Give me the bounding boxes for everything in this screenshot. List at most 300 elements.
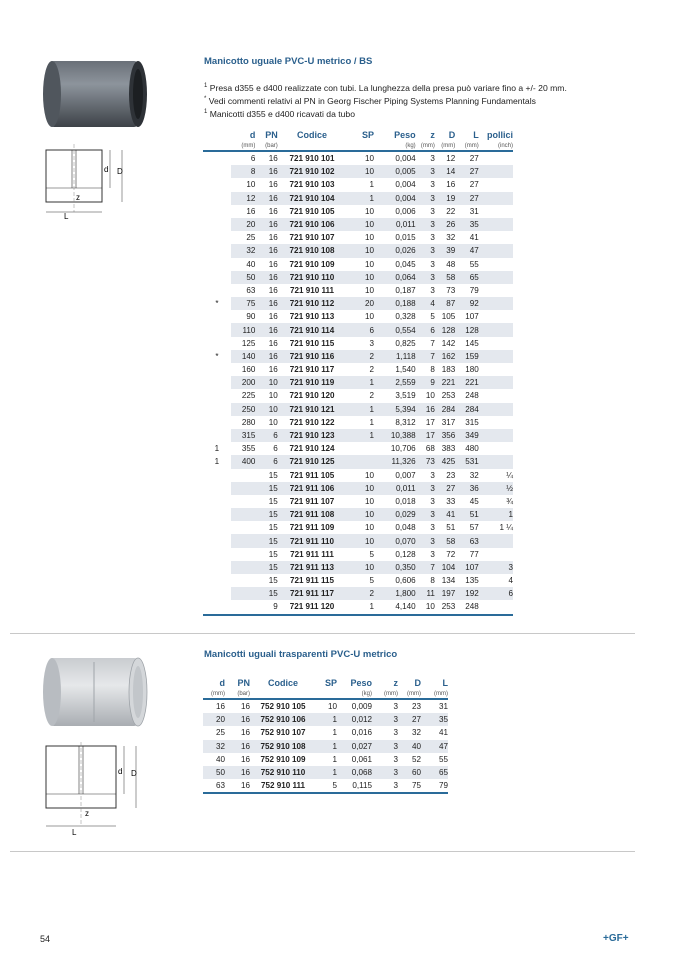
cell-note	[203, 534, 231, 547]
cell-sp	[346, 455, 374, 468]
cell-pn: 16	[240, 728, 250, 738]
col-header-pollici: pollici	[486, 130, 513, 140]
table-row	[203, 350, 513, 363]
cell-D: 16	[446, 180, 456, 190]
spec-table-pvc-metric	[203, 129, 513, 616]
unit-L: (mm)	[455, 141, 479, 151]
section-divider	[10, 633, 635, 634]
cell-peso: 0,068	[337, 766, 372, 779]
cell-z: 3	[416, 271, 435, 284]
cell-d: 10	[246, 180, 256, 190]
cell-D: 221	[435, 376, 455, 389]
col-header-codice: Codice	[267, 678, 298, 688]
cell-code: 721 910 125	[278, 455, 346, 468]
cell-sp: 1	[346, 192, 374, 205]
cell-sp: 10	[364, 259, 374, 269]
col-header-L: L	[473, 130, 479, 140]
cell-code: 752 910 106	[250, 713, 316, 726]
cell-D: 253	[435, 600, 455, 614]
cell-z: 3	[430, 496, 435, 506]
col-header-codice: Codice	[296, 130, 327, 140]
cell-z: 3	[372, 766, 398, 779]
cell-z: 3	[430, 233, 435, 243]
cell-L: 192	[455, 587, 479, 600]
cell-d: 25	[215, 728, 225, 738]
cell-L: 159	[455, 350, 479, 363]
cell-L: 221	[455, 376, 479, 389]
table-row	[203, 363, 513, 376]
col-header-z: z	[393, 678, 398, 688]
cell-peso: 0,048	[395, 523, 416, 533]
cell-D: 105	[441, 312, 456, 322]
col-header-z: z	[430, 130, 435, 140]
cell-D: 284	[435, 403, 455, 416]
cell-peso: 1,118	[374, 350, 416, 363]
unit-pollici: (inch)	[479, 141, 513, 151]
cell-code: 721 911 105	[289, 470, 335, 480]
cell-L: 79	[421, 779, 448, 793]
cell-D: 60	[398, 766, 421, 779]
unit-pn: (bar)	[255, 141, 277, 151]
cell-L: 248	[455, 600, 479, 614]
cell-code: 721 910 108	[278, 244, 346, 257]
dim-label-z: z	[76, 193, 80, 202]
cell-D: 383	[441, 444, 456, 454]
note-line: $^1$ Manicotti d355 e d400 ricavati da tubo	[204, 108, 355, 119]
cell-sp: 3	[369, 338, 374, 348]
cell-peso: 0,554	[374, 323, 416, 336]
cell-z: 7	[416, 561, 435, 574]
cell-code: 721 911 113	[278, 561, 346, 574]
table-row	[203, 600, 513, 614]
section-divider	[10, 851, 635, 852]
cell-in	[479, 442, 513, 455]
cell-in	[479, 416, 513, 429]
cell-L: 47	[455, 244, 479, 257]
cell-code: 721 910 110	[278, 271, 346, 284]
cell-L: 36	[455, 482, 479, 495]
cell-pn: 16	[240, 702, 250, 712]
unit-d: (mm)	[231, 141, 256, 151]
cell-sp: 2	[369, 365, 374, 375]
cell-z: 3	[430, 285, 435, 295]
cell-L: 79	[469, 285, 479, 295]
cell-z: 5	[430, 312, 435, 322]
table-row	[203, 244, 513, 257]
cell-L: 63	[455, 534, 479, 547]
cell-in	[479, 231, 513, 244]
unit-d: (mm)	[203, 689, 225, 699]
cell-d	[231, 574, 256, 587]
cell-L: 35	[421, 713, 448, 726]
cell-d: 110	[231, 323, 256, 336]
cell-sp: 10	[364, 233, 374, 243]
cell-sp: 20	[346, 297, 374, 310]
cell-z: 3	[372, 740, 398, 753]
cell-pn: 16	[268, 206, 278, 216]
cell-d: 50	[231, 271, 256, 284]
cell-sp: 1	[369, 417, 374, 427]
cell-pn: 16	[255, 271, 277, 284]
table-row	[203, 403, 513, 416]
cell-L: 315	[465, 417, 479, 427]
cell-L: 31	[438, 702, 448, 712]
cell-z: 6	[416, 323, 435, 336]
cell-code: 721 911 108	[278, 508, 346, 521]
cell-sp: 1	[316, 740, 337, 753]
cell-in	[479, 178, 513, 191]
cell-code: 721 910 103	[289, 180, 335, 190]
cell-L: 135	[465, 576, 479, 586]
cell-L: 27	[469, 154, 479, 164]
cell-d: 200	[231, 376, 256, 389]
cell-z: 3	[416, 244, 435, 257]
cell-note: *	[215, 299, 219, 309]
cell-z: 3	[393, 702, 398, 712]
cell-sp: 10	[346, 561, 374, 574]
cell-D: 41	[435, 508, 455, 521]
cell-peso: 0,328	[395, 312, 416, 322]
cell-pn: 15	[268, 470, 278, 480]
cell-sp: 1	[332, 728, 337, 738]
cell-z: 68	[425, 444, 435, 454]
cell-D: 23	[446, 470, 456, 480]
unit-peso: (kg)	[374, 141, 416, 151]
cell-note	[203, 271, 231, 284]
cell-D: 142	[441, 338, 456, 348]
table-row	[203, 561, 513, 574]
cell-L: 92	[455, 297, 479, 310]
cell-pn: 10	[268, 391, 278, 401]
cell-D: 32	[411, 728, 421, 738]
cell-code: 721 910 117	[289, 365, 335, 375]
cell-note	[203, 165, 231, 178]
cell-L: 47	[421, 740, 448, 753]
cell-peso: 3,519	[395, 391, 416, 401]
cell-sp: 5	[369, 576, 374, 586]
unit-pn: (bar)	[225, 689, 250, 699]
cell-pn: 16	[255, 297, 277, 310]
cell-peso: 0,350	[374, 561, 416, 574]
cell-z: 3	[372, 779, 398, 793]
cell-peso: 4,140	[374, 600, 416, 614]
dim-label-L: L	[64, 212, 69, 220]
cell-code: 721 910 119	[278, 376, 346, 389]
cell-in	[479, 403, 513, 416]
cell-d: 315	[231, 429, 256, 442]
cell-in	[479, 310, 513, 323]
cell-z: 3	[372, 713, 398, 726]
col-header-d: d	[219, 678, 225, 688]
table-row	[203, 779, 448, 793]
cell-d: 280	[241, 417, 256, 427]
cell-z: 4	[416, 297, 435, 310]
cell-z: 3	[430, 206, 435, 216]
table-row	[203, 323, 513, 336]
cell-D: 104	[435, 561, 455, 574]
cell-d: 16	[246, 206, 256, 216]
cell-code: 721 910 112	[278, 297, 346, 310]
cell-pn: 16	[268, 312, 278, 322]
cell-note	[203, 469, 231, 482]
cell-D: 197	[435, 587, 455, 600]
cell-code: 721 910 121	[278, 403, 346, 416]
cell-sp: 10	[346, 508, 374, 521]
cell-z: 10	[416, 600, 435, 614]
cell-code: 721 910 101	[289, 154, 335, 164]
cell-peso: 0,026	[374, 244, 416, 257]
cell-code: 752 910 111	[250, 779, 316, 793]
cell-sp: 5	[369, 549, 374, 559]
cell-note	[203, 218, 231, 231]
cell-sp: 1	[316, 713, 337, 726]
cell-peso: 0,027	[337, 740, 372, 753]
cell-in	[479, 192, 513, 205]
cell-code: 721 910 123	[278, 429, 346, 442]
table-row	[203, 699, 448, 713]
cell-in	[479, 350, 513, 363]
dim-label-d: d	[104, 165, 109, 174]
cell-pn: 9	[255, 600, 277, 614]
cell-pn: 15	[268, 549, 278, 559]
col-header-sp: SP	[361, 130, 374, 140]
cell-in	[479, 165, 513, 178]
cell-code: 721 910 124	[289, 444, 335, 454]
cell-pn: 15	[255, 561, 277, 574]
table-row	[203, 740, 448, 753]
cell-sp: 10	[346, 218, 374, 231]
cell-in: 6	[479, 587, 513, 600]
table-row	[203, 271, 513, 284]
table-row	[203, 455, 513, 468]
cell-sp: 10	[346, 271, 374, 284]
cell-peso: 0,061	[351, 754, 372, 764]
cell-in: ¼	[506, 470, 513, 480]
cell-L: 65	[455, 271, 479, 284]
cell-code: 721 910 104	[278, 192, 346, 205]
cell-note	[203, 508, 231, 521]
cell-d: 160	[241, 365, 256, 375]
cell-pn: 10	[255, 403, 277, 416]
cell-z: 3	[416, 192, 435, 205]
table-row	[203, 587, 513, 600]
cell-code: 721 911 106	[278, 482, 346, 495]
cell-L: 349	[455, 429, 479, 442]
cell-in	[479, 455, 513, 468]
cell-code: 752 910 107	[260, 728, 306, 738]
cell-peso: 0,009	[351, 702, 372, 712]
product-image-transparent-coupling	[42, 652, 148, 732]
cell-L: 31	[469, 206, 479, 216]
cell-note	[203, 284, 231, 297]
cell-code: 752 910 110	[250, 766, 316, 779]
dim-label-d: d	[118, 767, 123, 776]
cell-d	[231, 587, 256, 600]
cell-z: 3	[430, 154, 435, 164]
cell-in	[479, 284, 513, 297]
cell-sp: 6	[346, 323, 374, 336]
cell-in	[479, 600, 513, 614]
cell-peso: 0,128	[395, 549, 416, 559]
cell-peso: 10,388	[374, 429, 416, 442]
cell-d: 63	[203, 779, 225, 793]
cell-L: 284	[455, 403, 479, 416]
cell-z: 3	[430, 180, 435, 190]
cell-d	[231, 548, 256, 561]
table-row	[203, 574, 513, 587]
cell-pn: 16	[255, 323, 277, 336]
cell-note	[203, 376, 231, 389]
cell-d: 90	[246, 312, 256, 322]
cell-peso: 10,706	[390, 444, 416, 454]
cell-L: 32	[469, 470, 479, 480]
cell-in	[479, 244, 513, 257]
cell-z: 3	[393, 728, 398, 738]
cell-d: 32	[231, 244, 256, 257]
cell-pn: 6	[255, 429, 277, 442]
cell-L: 27	[469, 180, 479, 190]
cell-L: 180	[465, 365, 479, 375]
cell-in	[479, 297, 513, 310]
cell-sp: 10	[364, 312, 374, 322]
table-row	[203, 389, 513, 402]
cell-code: 721 910 107	[289, 233, 335, 243]
cell-code: 721 910 115	[289, 338, 335, 348]
cell-D: 73	[446, 285, 456, 295]
cell-pn: 16	[255, 244, 277, 257]
cell-peso: 0,012	[337, 713, 372, 726]
cell-pn: 16	[255, 165, 277, 178]
note-line: * Vedi commenti relativi al PN in Georg Fischer Piping Systems Planning Fundamentals	[204, 95, 536, 106]
cell-in	[479, 429, 513, 442]
table-row	[203, 165, 513, 178]
table-row	[203, 310, 513, 323]
cell-d: 225	[241, 391, 256, 401]
table-row	[203, 766, 448, 779]
table-row	[203, 548, 513, 561]
cell-peso: 2,559	[374, 376, 416, 389]
cell-sp: 10	[364, 285, 374, 295]
cell-z: 10	[425, 391, 435, 401]
cell-z: 8	[430, 576, 435, 586]
cell-in	[479, 534, 513, 547]
cell-z: 17	[425, 417, 435, 427]
col-header-D: D	[414, 678, 421, 688]
cell-code: 721 910 109	[289, 259, 335, 269]
cell-L: 248	[465, 391, 479, 401]
cell-d: 63	[246, 285, 256, 295]
table-row	[203, 284, 513, 297]
cell-D: 33	[446, 496, 456, 506]
cell-z: 17	[416, 429, 435, 442]
dim-label-D: D	[131, 769, 137, 778]
cell-peso: 5,394	[374, 403, 416, 416]
cell-code: 721 910 102	[278, 165, 346, 178]
cell-note	[203, 363, 231, 376]
cell-z: 16	[416, 403, 435, 416]
cell-note	[203, 416, 231, 429]
cell-z: 11	[416, 587, 435, 600]
cell-peso: 1,540	[395, 365, 416, 375]
cell-in: 4	[508, 576, 513, 586]
cell-pn: 16	[225, 713, 250, 726]
cell-z: 3	[416, 508, 435, 521]
cell-peso: 0,029	[374, 508, 416, 521]
cell-d	[231, 534, 256, 547]
cell-d: 75	[231, 297, 256, 310]
cell-z: 3	[416, 534, 435, 547]
cell-pn: 16	[268, 154, 278, 164]
cell-pn: 15	[255, 534, 277, 547]
cell-pn: 15	[268, 523, 278, 533]
cell-code: 721 911 120	[278, 600, 346, 614]
table-row	[203, 429, 513, 442]
table-row	[203, 218, 513, 231]
cell-peso: 0,045	[395, 259, 416, 269]
cell-peso: 0,004	[395, 154, 416, 164]
cell-note: 1	[214, 444, 220, 454]
cell-sp: 10	[346, 165, 374, 178]
table-row	[203, 726, 448, 739]
cell-peso: 0,070	[374, 534, 416, 547]
cell-note	[203, 244, 231, 257]
unit-D: (mm)	[435, 141, 455, 151]
col-header-sp: SP	[324, 678, 337, 688]
cell-L: 107	[465, 312, 479, 322]
cell-pn: 15	[268, 496, 278, 506]
cell-code: 721 910 106	[278, 218, 346, 231]
section-title-transparent: Manicotti uguali trasparenti PVC-U metrico	[204, 649, 398, 660]
cell-L: 27	[455, 165, 479, 178]
cell-note	[203, 482, 231, 495]
cell-D: 58	[435, 271, 455, 284]
cell-D: 51	[446, 523, 456, 533]
table-row	[203, 231, 513, 244]
cell-peso: 1,800	[374, 587, 416, 600]
product-image-grey-coupling	[42, 55, 148, 133]
cell-L: 145	[465, 338, 479, 348]
cell-pn: 6	[273, 444, 278, 454]
cell-pn: 16	[225, 740, 250, 753]
technical-drawing-coupling	[40, 142, 134, 220]
cell-in	[479, 389, 513, 402]
cell-d: 8	[231, 165, 256, 178]
cell-sp: 1	[332, 754, 337, 764]
cell-L: 27	[455, 192, 479, 205]
cell-peso: 0,187	[395, 285, 416, 295]
cell-sp: 10	[346, 482, 374, 495]
cell-sp: 1	[369, 180, 374, 190]
cell-L: 45	[469, 496, 479, 506]
cell-in	[479, 363, 513, 376]
cell-d: 40	[246, 259, 256, 269]
cell-pn: 15	[268, 576, 278, 586]
cell-d: 140	[231, 350, 256, 363]
cell-pn: 16	[240, 754, 250, 764]
cell-note	[203, 337, 231, 350]
cell-z: 3	[430, 470, 435, 480]
cell-peso: 0,825	[395, 338, 416, 348]
cell-code: 721 911 110	[278, 534, 346, 547]
cell-note	[203, 151, 231, 165]
cell-code: 752 910 105	[260, 702, 306, 712]
cell-sp: 10	[364, 496, 374, 506]
cell-code: 721 910 120	[289, 391, 335, 401]
cell-z: 3	[416, 482, 435, 495]
cell-z: 3	[416, 165, 435, 178]
table-row	[203, 205, 513, 218]
cell-in: ¾	[506, 496, 513, 506]
